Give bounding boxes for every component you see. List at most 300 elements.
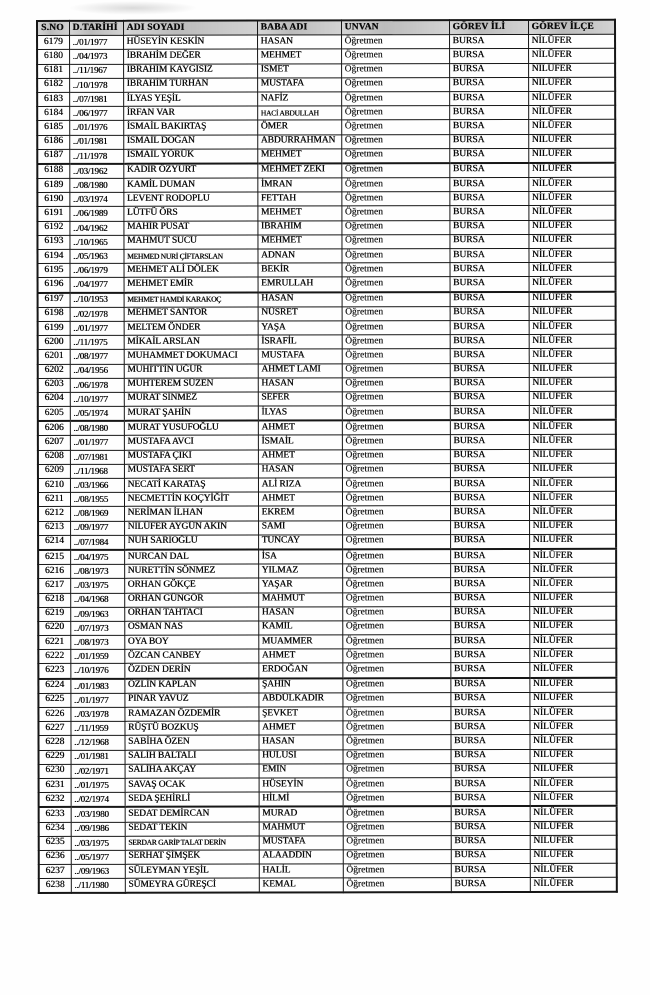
cell-full-name: MURAT YUSUFOĞLU — [124, 421, 258, 436]
cell-district: NİLÜFER — [530, 835, 617, 849]
cell-full-name: SEDAT DEMİRCAN — [125, 807, 259, 822]
table-row — [39, 806, 617, 822]
cell-birth-date: ../03/1966 — [70, 478, 124, 492]
cell-title: Öğretmen — [342, 377, 450, 391]
cell-full-name: HÜSEYİN KESKİN — [123, 35, 257, 49]
cell-district: NİLÜFER — [529, 720, 616, 734]
cell-sno: 6210 — [38, 478, 70, 492]
cell-father-name: HİLMİ — [259, 792, 343, 807]
cell-birth-date: ../02/1971 — [71, 764, 125, 778]
cell-province: BURSA — [451, 821, 530, 835]
cell-father-name: HASAN — [258, 292, 342, 307]
cell-province: BURSA — [449, 63, 528, 77]
cell-father-name: İLYAS — [258, 406, 342, 421]
cell-father-name: MUSTAFA — [257, 78, 341, 92]
cell-full-name: SEDA ŞEHİRLİ — [125, 792, 259, 807]
cell-birth-date: ../01/1983 — [70, 678, 124, 693]
cell-father-name: MEHMET ZEKİ — [257, 163, 341, 178]
cell-province: BURSA — [449, 148, 528, 163]
cell-sno: 6186 — [37, 135, 69, 149]
cell-full-name: İBRAHİM TURHAN — [123, 78, 257, 92]
table-row — [39, 763, 617, 778]
table-row — [39, 863, 617, 878]
cell-father-name: NAFİZ — [257, 92, 341, 106]
cell-title: Öğretmen — [343, 749, 451, 763]
cell-district: NİLÜFER — [529, 449, 616, 463]
cell-sno: 6214 — [38, 535, 70, 550]
cell-province: BURSA — [451, 806, 530, 821]
cell-full-name: MEHMET EMİR — [124, 277, 258, 292]
cell-full-name: MUSTAFA ÇIKI — [124, 450, 258, 464]
cell-province: BURSA — [449, 178, 528, 192]
cell-father-name: İMRAN — [257, 178, 341, 192]
cell-district: NİLÜFER — [528, 34, 615, 48]
cell-father-name: KAMİL — [258, 621, 342, 635]
cell-district: NİLÜFER — [528, 206, 615, 220]
cell-province: BURSA — [450, 735, 529, 749]
cell-title: Öğretmen — [341, 163, 449, 178]
cell-district: NİLÜFER — [529, 692, 616, 706]
cell-title: Öğretmen — [342, 692, 450, 706]
cell-birth-date: ../09/1977 — [70, 521, 124, 535]
cell-district: NİLÜFER — [530, 791, 617, 806]
table-row — [38, 349, 616, 364]
table-row — [38, 649, 616, 664]
cell-title: Öğretmen — [341, 120, 449, 134]
cell-sno: 6208 — [38, 450, 70, 464]
cell-father-name: MEHMET — [257, 49, 341, 63]
cell-province: BURSA — [451, 749, 530, 763]
cell-sno: 6184 — [37, 107, 69, 121]
cell-full-name: ORHAN TAHTACI — [124, 607, 258, 621]
cell-birth-date: ../06/1977 — [69, 106, 123, 120]
cell-province: BURSA — [450, 692, 529, 706]
cell-title: Öğretmen — [342, 506, 450, 520]
cell-province: BURSA — [450, 721, 529, 735]
cell-birth-date: ../01/1976 — [69, 121, 123, 135]
cell-full-name: İLYAS YEŞİL — [123, 92, 257, 106]
cell-sno: 6204 — [38, 392, 70, 406]
cell-title: Öğretmen — [343, 821, 451, 835]
cell-district: NİLÜFER — [529, 463, 616, 477]
cell-province: BURSA — [450, 678, 529, 693]
cell-title: Öğretmen — [342, 478, 450, 492]
cell-title: Öğretmen — [342, 406, 450, 421]
cell-province: BURSA — [450, 663, 529, 678]
cell-full-name: SERHAT ŞİMŞEK — [125, 850, 259, 864]
table-row — [38, 663, 616, 679]
cell-father-name: ABDURRAHMAN — [257, 134, 341, 148]
cell-full-name: İSMAİL BAKIRTAŞ — [123, 120, 257, 134]
cell-sno: 6187 — [37, 149, 69, 164]
cell-sno: 6196 — [38, 278, 70, 293]
cell-full-name: MİKAİL ARSLAN — [124, 335, 258, 349]
cell-title: Öğretmen — [343, 778, 451, 792]
cell-sno: 6225 — [38, 693, 70, 707]
table-row — [39, 777, 617, 792]
cell-title: Öğretmen — [342, 520, 450, 534]
cell-father-name: HASAN — [258, 464, 342, 478]
cell-father-name: MAHMUT — [258, 592, 342, 606]
cell-title: Öğretmen — [342, 277, 450, 292]
cell-title: Öğretmen — [342, 707, 450, 721]
cell-sno: 6229 — [39, 750, 71, 764]
cell-district: NİLÜFER — [530, 777, 617, 791]
cell-title: Öğretmen — [341, 49, 449, 63]
table-row — [38, 549, 616, 565]
cell-birth-date: ../07/1973 — [70, 621, 124, 635]
cell-father-name: AHMET — [258, 649, 342, 663]
cell-birth-date: ../09/1963 — [71, 864, 125, 878]
table-row — [39, 821, 617, 836]
cell-province: BURSA — [450, 649, 529, 663]
cell-full-name: MURAT ŞAHİN — [124, 406, 258, 421]
cell-father-name: MEHMET — [257, 235, 341, 249]
cell-district: NİLÜFER — [528, 163, 615, 178]
table-row — [38, 735, 616, 750]
cell-birth-date: ../04/1975 — [70, 550, 124, 565]
cell-father-name: ERDOĞAN — [258, 663, 342, 678]
cell-province: BURSA — [450, 363, 529, 377]
cell-birth-date: ../01/1975 — [71, 778, 125, 792]
cell-birth-date: ../02/1978 — [70, 307, 124, 321]
cell-district: NİLÜFER — [529, 563, 616, 577]
cell-father-name: HASAN — [257, 35, 341, 49]
cell-district: NİLÜFER — [529, 592, 616, 606]
cell-birth-date: ../01/1977 — [70, 693, 124, 707]
cell-province: BURSA — [450, 320, 529, 334]
scan-artifact — [68, 1, 198, 15]
cell-district: NİLÜFER — [529, 677, 616, 692]
cell-birth-date: ../09/1963 — [70, 607, 124, 621]
cell-sno: 6181 — [37, 64, 69, 78]
cell-sno: 6232 — [39, 793, 71, 808]
cell-district: NİLÜFER — [529, 649, 616, 663]
cell-birth-date: ../07/1984 — [70, 535, 124, 550]
cell-birth-date: ../04/1962 — [69, 221, 123, 235]
cell-title: Öğretmen — [342, 449, 450, 463]
table-row — [37, 206, 615, 221]
table-row — [38, 477, 616, 492]
cell-province: BURSA — [450, 492, 529, 506]
cell-title: Öğretmen — [342, 363, 450, 377]
cell-sno: 6223 — [38, 664, 70, 679]
cell-province: BURSA — [450, 292, 529, 307]
cell-title: Öğretmen — [342, 435, 450, 449]
cell-title: Öğretmen — [343, 864, 451, 878]
cell-district: NİLÜFER — [529, 435, 616, 449]
cell-district: NİLÜFER — [529, 291, 616, 306]
cell-sno: 6216 — [38, 565, 70, 579]
cell-sno: 6226 — [38, 707, 70, 721]
table-row — [38, 291, 616, 307]
cell-full-name: İRFAN VAR — [123, 106, 257, 120]
table-row — [38, 692, 616, 707]
cell-birth-date: ../09/1986 — [71, 822, 125, 836]
cell-title: Öğretmen — [342, 721, 450, 735]
table-header — [37, 20, 615, 36]
table-row — [38, 262, 616, 277]
cell-sno: 6207 — [38, 436, 70, 450]
cell-district: NİLÜFER — [529, 405, 616, 420]
cell-province: BURSA — [451, 777, 530, 791]
cell-birth-date: ../05/1974 — [70, 406, 124, 421]
table-row — [38, 592, 616, 607]
cell-birth-date: ../11/1980 — [71, 879, 125, 894]
cell-district: NİLÜFER — [528, 91, 615, 105]
cell-full-name: SALİH BALTALI — [125, 750, 259, 764]
cell-title: Öğretmen — [342, 678, 450, 693]
table-row — [38, 420, 616, 436]
cell-father-name: HACİ ABDULLAH — [257, 106, 341, 120]
cell-father-name: EKREM — [258, 506, 342, 520]
cell-province: BURSA — [449, 206, 528, 220]
cell-district: NİLÜFER — [529, 506, 616, 520]
cell-title: Öğretmen — [342, 292, 450, 307]
cell-birth-date: ../05/1963 — [69, 249, 123, 263]
cell-birth-date: ../04/1968 — [70, 593, 124, 607]
cell-father-name: ADNAN — [257, 249, 341, 263]
cell-sno: 6209 — [38, 464, 70, 478]
cell-sno: 6212 — [38, 507, 70, 521]
cell-father-name: HÜSEYİN — [259, 778, 343, 792]
cell-title: Öğretmen — [341, 148, 449, 163]
cell-father-name: ABDÜLKADİR — [258, 693, 342, 707]
cell-province: BURSA — [449, 35, 528, 49]
column-header-birth-date: D.TARİHİ — [69, 21, 123, 36]
cell-birth-date: ../04/1956 — [70, 364, 124, 378]
table-row — [37, 91, 615, 106]
cell-sno: 6220 — [38, 621, 70, 635]
cell-title: Öğretmen — [343, 878, 451, 893]
cell-father-name: MAHMUT — [259, 821, 343, 835]
cell-father-name: AHMET — [258, 449, 342, 463]
cell-title: Öğretmen — [342, 534, 450, 549]
cell-birth-date: ../11/1959 — [70, 722, 124, 736]
cell-full-name: MUSTAFA SERT — [124, 464, 258, 478]
table-row — [38, 449, 616, 464]
cell-province: BURSA — [450, 534, 529, 549]
cell-birth-date: ../03/1975 — [70, 579, 124, 593]
cell-province: BURSA — [451, 763, 530, 777]
cell-district: NİLÜFER — [529, 391, 616, 405]
cell-district: NİLÜFER — [529, 349, 616, 363]
cell-full-name: RÜŞTÜ BOZKUŞ — [124, 721, 258, 735]
table-row — [38, 520, 616, 535]
cell-province: BURSA — [450, 391, 529, 405]
cell-father-name: ŞEVKET — [258, 707, 342, 721]
cell-sno: 6179 — [37, 36, 69, 50]
table-row — [37, 77, 615, 92]
table-row — [39, 878, 617, 894]
table-row — [38, 620, 616, 635]
cell-sno: 6231 — [39, 778, 71, 792]
cell-sno: 6203 — [38, 378, 70, 392]
cell-father-name: İSMET — [257, 63, 341, 77]
cell-title: Öğretmen — [342, 492, 450, 506]
cell-sno: 6205 — [38, 406, 70, 421]
cell-district: NİLÜFER — [529, 477, 616, 491]
cell-father-name: MURAD — [259, 807, 343, 822]
cell-sno: 6194 — [37, 249, 69, 263]
cell-full-name: MUSTAFA AVCI — [124, 435, 258, 449]
table-row — [38, 435, 616, 450]
cell-birth-date: ../05/1977 — [71, 850, 125, 864]
cell-full-name: RAMAZAN ÖZDEMİR — [124, 707, 258, 721]
cell-title: Öğretmen — [343, 792, 451, 807]
cell-district: NİLÜFER — [530, 863, 617, 877]
cell-province: BURSA — [450, 506, 529, 520]
cell-sno: 6228 — [38, 736, 70, 750]
cell-father-name: AHMET LAMİ — [258, 363, 342, 377]
table-row — [37, 105, 615, 120]
cell-sno: 6189 — [37, 178, 69, 192]
cell-birth-date: ../01/1977 — [69, 36, 123, 50]
cell-district: NİLÜFER — [530, 749, 617, 763]
cell-district: NİLÜFER — [529, 377, 616, 391]
cell-district: NİLÜFER — [529, 735, 616, 749]
cell-birth-date: ../06/1989 — [69, 207, 123, 221]
cell-sno: 6202 — [38, 364, 70, 378]
cell-title: Öğretmen — [341, 35, 449, 49]
cell-full-name: MEHMET SANTOR — [124, 307, 258, 321]
cell-birth-date: ../11/1967 — [69, 64, 123, 78]
cell-full-name: İBRAHİM DEĞER — [123, 49, 257, 63]
cell-birth-date: ../01/1981 — [69, 135, 123, 149]
cell-title: Öğretmen — [342, 463, 450, 477]
table-row — [38, 677, 616, 693]
cell-title: Öğretmen — [341, 206, 449, 220]
table-row — [38, 506, 616, 521]
cell-birth-date: ../04/1973 — [69, 50, 123, 64]
cell-province: BURSA — [449, 134, 528, 148]
cell-province: BURSA — [450, 263, 529, 277]
cell-full-name: MEHMET HAMDİ KARAKOÇ — [124, 292, 258, 307]
table-row — [37, 34, 615, 49]
cell-full-name: NUH SARIOĞLU — [124, 535, 258, 550]
cell-title: Öğretmen — [342, 306, 450, 320]
cell-father-name: AHMET — [258, 421, 342, 436]
cell-birth-date: ../07/1981 — [70, 450, 124, 464]
cell-province: BURSA — [449, 234, 528, 248]
cell-birth-date: ../01/1977 — [70, 321, 124, 335]
cell-father-name: MEHMET — [257, 149, 341, 164]
table-row — [38, 606, 616, 621]
cell-district: NİLÜFER — [528, 77, 615, 91]
cell-full-name: SÜLEYMAN YEŞİL — [125, 864, 259, 878]
table-row — [37, 148, 615, 164]
cell-title: Öğretmen — [341, 178, 449, 192]
cell-sno: 6224 — [38, 679, 70, 694]
cell-title: Öğretmen — [342, 635, 450, 649]
cell-district: NİLÜFER — [529, 491, 616, 505]
table-row — [39, 791, 617, 807]
cell-full-name: ORHAN GÜNGÖR — [124, 593, 258, 607]
cell-title: Öğretmen — [342, 621, 450, 635]
cell-sno: 6191 — [37, 207, 69, 221]
cell-title: Öğretmen — [341, 106, 449, 120]
table-row — [37, 63, 615, 78]
cell-district: NİLÜFER — [530, 878, 617, 893]
cell-title: Öğretmen — [341, 63, 449, 77]
cell-district: NİLÜFER — [530, 806, 617, 821]
cell-province: BURSA — [449, 220, 528, 234]
table-row — [37, 177, 615, 192]
table-row — [38, 463, 616, 478]
cell-sno: 6215 — [38, 550, 70, 565]
cell-province: BURSA — [449, 49, 528, 63]
cell-province: BURSA — [450, 306, 529, 320]
cell-province: BURSA — [451, 792, 530, 807]
cell-sno: 6233 — [39, 807, 71, 822]
cell-title: Öğretmen — [341, 249, 449, 263]
cell-full-name: OSMAN NAS — [124, 621, 258, 635]
cell-sno: 6192 — [37, 221, 69, 235]
cell-province: BURSA — [450, 406, 529, 421]
cell-full-name: KADİR ÖZYURT — [123, 163, 257, 178]
cell-district: NİLÜFER — [529, 277, 616, 292]
cell-district: NİLÜFER — [529, 706, 616, 720]
cell-birth-date: ../01/1959 — [70, 650, 124, 664]
cell-birth-date: ../10/1977 — [70, 392, 124, 406]
cell-full-name: NERİMAN İLHAN — [124, 506, 258, 520]
table-row — [38, 405, 616, 421]
cell-title: Öğretmen — [342, 335, 450, 349]
cell-birth-date: ../03/1978 — [70, 707, 124, 721]
cell-birth-date: ../10/1976 — [70, 664, 124, 679]
cell-province: BURSA — [451, 878, 530, 893]
cell-full-name: İBRAHİM KAYGISIZ — [123, 64, 257, 78]
cell-district: NİLÜFER — [528, 105, 615, 119]
cell-father-name: HASAN — [258, 378, 342, 392]
cell-sno: 6235 — [39, 836, 71, 850]
table-row — [38, 320, 616, 335]
cell-title: Öğretmen — [341, 192, 449, 206]
cell-full-name: MEHMED NURİ ÇİFTARSLAN — [123, 249, 257, 263]
cell-full-name: ÖZDEN DERİN — [124, 663, 258, 678]
cell-full-name: MURAT SİNMEZ — [124, 392, 258, 406]
cell-full-name: SAVAŞ OCAK — [125, 778, 259, 792]
cell-birth-date: ../07/1981 — [69, 92, 123, 106]
cell-birth-date: ../03/1975 — [71, 836, 125, 850]
cell-province: BURSA — [449, 77, 528, 91]
cell-full-name: MAHİR PUSAT — [123, 221, 257, 235]
cell-title: Öğretmen — [341, 220, 449, 234]
cell-district: NİLÜFER — [528, 120, 615, 134]
cell-full-name: PINAR YAVUZ — [124, 693, 258, 707]
cell-district: NİLÜFER — [530, 849, 617, 863]
cell-sno: 6217 — [38, 579, 70, 593]
cell-father-name: TUNCAY — [258, 535, 342, 550]
cell-province: BURSA — [450, 277, 529, 292]
cell-title: Öğretmen — [342, 263, 450, 277]
cell-district: NİLÜFER — [530, 821, 617, 835]
cell-father-name: İSMAİL — [258, 435, 342, 449]
cell-district: NİLÜFER — [529, 620, 616, 634]
cell-province: BURSA — [449, 120, 528, 134]
cell-full-name: SERDAR GARİP TALAT DERİN — [125, 836, 259, 850]
cell-province: BURSA — [450, 520, 529, 534]
table-row — [37, 134, 615, 149]
cell-sno: 6198 — [38, 307, 70, 321]
cell-title: Öğretmen — [341, 234, 449, 248]
cell-title: Öğretmen — [342, 392, 450, 406]
cell-title: Öğretmen — [342, 606, 450, 620]
cell-district: NİLÜFER — [528, 63, 615, 77]
cell-province: BURSA — [450, 620, 529, 634]
cell-title: Öğretmen — [342, 735, 450, 749]
column-header-father-name: BABA ADI — [257, 20, 341, 35]
